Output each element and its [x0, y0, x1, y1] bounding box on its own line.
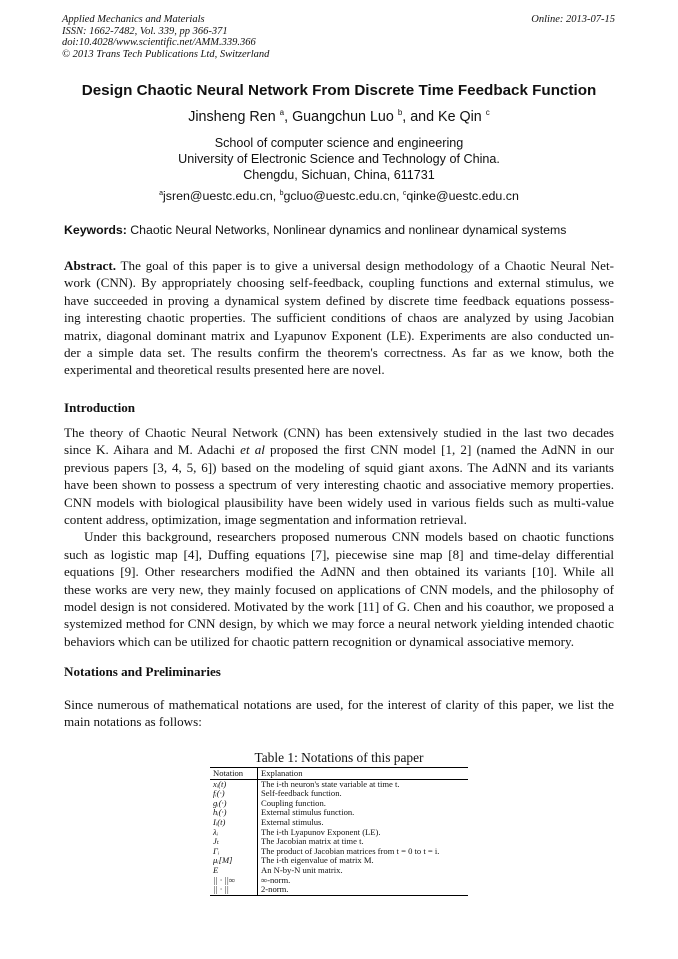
- introduction-body: [64, 424, 614, 650]
- keywords: [64, 223, 624, 237]
- body-line: systemized method for CNN design, by which we may force a neural network yielding intended chaotic: [64, 616, 614, 632]
- abstract-line: experimental and theoretical results presented here are novel.: [64, 362, 385, 378]
- table-cell-explanation: An N-by-N unit matrix.: [261, 864, 343, 875]
- email-list: [40, 189, 638, 203]
- table-row: [210, 866, 468, 876]
- author-separator: ,: [284, 109, 293, 125]
- table-cell-notation: Iᵢ(t): [210, 818, 258, 828]
- table-caption: Table 1: Notations of this paper: [254, 750, 424, 765]
- author-mark: a: [279, 108, 285, 117]
- table-cell-explanation: The i-th Lyapunov Exponent (LE).: [261, 826, 381, 837]
- body-line: these works are very new, they mainly focused on applications of CNN models, and the philosophy of: [64, 581, 614, 597]
- email-address[interactable]: qinke@uestc.edu.cn: [406, 189, 519, 203]
- table-cell-notation: || · ||∞: [210, 876, 258, 886]
- email-separator: ,: [396, 189, 403, 203]
- notations-body: [64, 696, 614, 731]
- table-cell-explanation: The i-th neuron's state variable at time t.: [261, 778, 400, 789]
- body-line: [64, 441, 614, 458]
- author-name: Jinsheng Ren: [188, 109, 276, 125]
- abstract-line: work (CNN). By appropriately choosing self-feedback, coupling functions and external stimulus, we: [64, 275, 614, 291]
- author-name: Guangchun Luo: [292, 109, 394, 125]
- author-separator: , and: [402, 109, 439, 125]
- abstract-line: [64, 257, 614, 274]
- author-mark: c: [485, 108, 490, 117]
- table-cell-notation: gᵢ(·): [210, 799, 258, 809]
- body-line: such as logistic map [4], Duffing equations [7], piecewise sine map [8] and time-delay differential: [64, 546, 614, 562]
- table-header-notation: Notation: [210, 768, 258, 779]
- abstract: [64, 257, 614, 379]
- copyright-line: © 2013 Trans Tech Publications Ltd, Switzerland: [62, 48, 270, 60]
- body-line: behaviors which can be utilized for chaotic pattern recognition or dynamical associative memory.: [64, 633, 574, 649]
- abstract-text: The goal of this paper is to give a universal design methodology of a Chaotic Neural Net-: [116, 258, 614, 273]
- table-header-explanation: Explanation: [258, 768, 469, 779]
- author-list: [40, 108, 638, 125]
- table-cell-explanation: Self-feedback function.: [261, 788, 342, 799]
- email-address[interactable]: jsren@uestc.edu.cn: [163, 189, 273, 203]
- journal-name: Applied Mechanics and Materials: [62, 14, 205, 25]
- body-line: Under this background, researchers proposed numerous CNN models based on chaotic functions: [84, 529, 614, 545]
- body-line: model design is not considered. Motivated by the work [11] of G. Chen and his coauthor, we proposed a: [64, 599, 614, 615]
- abstract-label: Abstract.: [64, 258, 116, 273]
- table-cell-notation: μᵢ[M]: [210, 856, 258, 866]
- affiliation: [40, 135, 638, 183]
- affiliation-line: University of Electronic Science and Technology of China.: [178, 152, 500, 166]
- table-cell-notation: λᵢ: [210, 828, 258, 838]
- table-cell-notation: || · ||: [210, 885, 258, 895]
- abstract-line: der a simple data set. The results confirm the theorem's correctness. As far as we know, both the: [64, 345, 614, 361]
- table-row: [210, 885, 468, 895]
- body-line: have been shown to possess a spectrum of very interesting chaotic and associative memory properties.: [64, 477, 614, 493]
- table-cell-explanation: The Jacobian matrix at time t.: [261, 836, 364, 847]
- table-cell-notation: hᵢ(·): [210, 808, 258, 818]
- abstract-line: ing interesting chaotic properties. The sufficient conditions of chaos are analyzed by using Jacobian: [64, 310, 614, 326]
- body-line: main notations as follows:: [64, 714, 202, 730]
- keywords-label: Keywords:: [64, 223, 127, 237]
- online-date: Online: 2013-07-15: [531, 14, 615, 25]
- abstract-line: have succeeded in proving a dynamical system defined by discrete time feedback equations possess-: [64, 292, 614, 308]
- body-line: The theory of Chaotic Neural Network (CNN) has been extensively studied in the last two decades: [64, 425, 614, 440]
- body-line: content address, optimization, image segmentation and information retrieval.: [64, 512, 467, 528]
- body-line: CNN models with biological plausibility have been widely used in various fields such as multi-value: [64, 494, 614, 510]
- email-mark: c: [402, 190, 407, 197]
- doi-line: doi:10.4028/www.scientific.net/AMM.339.366: [62, 37, 256, 49]
- affiliation-line: Chengdu, Sichuan, China, 611731: [243, 168, 435, 182]
- notation-table: [210, 767, 468, 896]
- table-row: [210, 789, 468, 799]
- table-cell-explanation: The product of Jacobian matrices from t = 0 to t = i.: [261, 845, 440, 856]
- table-row: [210, 876, 468, 886]
- table-cell-notation: Γᵢ: [210, 847, 258, 857]
- issn-line: ISSN: 1662-7482, Vol. 339, pp 366-371: [62, 25, 228, 37]
- email-mark: a: [159, 190, 164, 197]
- table-cell-explanation: 2-norm.: [261, 884, 289, 895]
- table-cell-explanation: Coupling function.: [261, 797, 326, 808]
- email-separator: ,: [272, 189, 280, 203]
- table-header-row: [210, 768, 468, 779]
- author-name: Ke Qin: [438, 109, 482, 125]
- table-cell-explanation: External stimulus function.: [261, 807, 355, 818]
- author-mark: b: [397, 108, 403, 117]
- affiliation-line: School of computer science and engineering: [214, 136, 464, 150]
- table-cell-explanation: ∞-norm.: [261, 874, 291, 885]
- table-cell-notation: fᵢ(·): [210, 789, 258, 799]
- section-heading-notations: Notations and Preliminaries: [64, 664, 221, 679]
- keywords-text: Chaotic Neural Networks, Nonlinear dynamics and nonlinear dynamical systems: [126, 223, 567, 237]
- email-mark: b: [279, 190, 284, 197]
- body-emphasis: et al: [240, 442, 265, 458]
- table-row: [210, 808, 468, 818]
- body-text: since K. Aihara and M. Adachi: [64, 442, 241, 458]
- table-cell-notation: E: [210, 866, 258, 876]
- running-header: [62, 14, 615, 60]
- body-text: proposed the first CNN model [1, 2] (named the AdNN in our: [264, 442, 615, 458]
- body-line: Since numerous of mathematical notations are used, for the interest of clarity of this paper, we list the: [64, 697, 614, 712]
- body-line: previous papers [3, 4, 5, 6]) based on the modeling of squid giant axons. The AdNN and its variants: [64, 459, 614, 475]
- abstract-line: matrix, diagonal dominant matrix and Lyapunov Exponent (LE). Experiments are also conducted un-: [64, 327, 614, 343]
- table-cell-notation: xᵢ(t): [210, 779, 258, 789]
- table-cell-notation: Jₜ: [210, 837, 258, 847]
- body-line: equations [9]. Other researchers modified the AdNN and then obtained its variants [10]. While all: [64, 564, 614, 580]
- table-cell-explanation: The i-th eigenvalue of matrix M.: [261, 855, 374, 866]
- table-cell-explanation: External stimulus.: [261, 816, 324, 827]
- email-address[interactable]: gcluo@uestc.edu.cn: [283, 189, 396, 203]
- section-heading-introduction: Introduction: [64, 400, 136, 415]
- paper-title: Design Chaotic Neural Network From Discrete Time Feedback Function: [81, 82, 597, 99]
